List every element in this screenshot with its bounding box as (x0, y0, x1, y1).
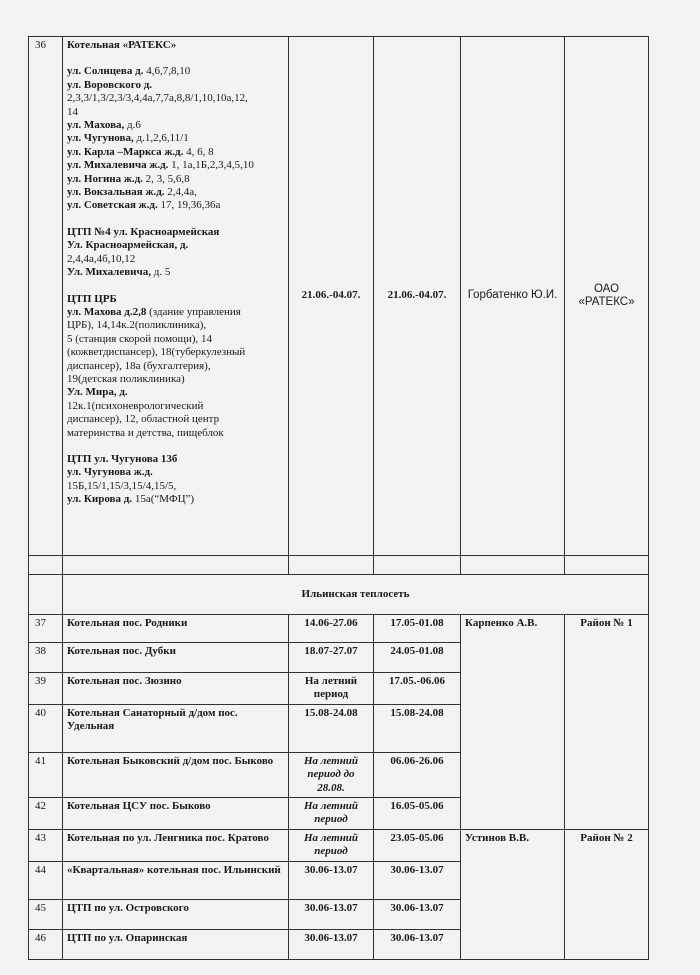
boiler-name: Котельная пос. Зюзино (63, 673, 289, 705)
table-row: 43 Котельная по ул. Ленгника пос. Кратово На летний период 23.05-05.06 Устинов В.В. Район № 2 (29, 829, 649, 861)
district: Район № 1 (565, 615, 649, 830)
period-hotwater: 21.06.-04.07. (374, 37, 461, 556)
address-line: материнства и детства, пищеблок (67, 426, 224, 439)
table-row (29, 556, 649, 575)
address-line: ул. Махова д.2,8 (здание управления (67, 305, 241, 318)
table-row: 37 Котельная пос. Родники 14.06-27.06 17.05-01.08 Карпенко А.В. Район № 1 (29, 615, 649, 643)
table-row: 45 ЦТП по ул. Островского 30.06-13.07 30.06-13.07 (29, 899, 649, 929)
table-row: 39 Котельная пос. Зюзино На летний период 17.05.-06.06 (29, 673, 649, 705)
boiler-name: ЦТП по ул. Опаринская (63, 929, 289, 959)
table-row: 46 ЦТП по ул. Опаринская 30.06-13.07 30.06-13.07 (29, 929, 649, 959)
address-line: ул. Чугунова, д.1,2,6,11/1 (67, 132, 189, 145)
section-row (29, 575, 649, 615)
schedule-table (28, 36, 649, 960)
address-line: 2,4,4а,4б,10,12 (67, 252, 136, 265)
address-line: 14 (67, 105, 78, 118)
boiler-name: Котельная Быковский д/дом пос. Быково (63, 752, 289, 797)
address-line: 2,3,3/1,3/2,3/3,4,4а,7,7а,8,8/1,10,10а,12, (67, 92, 248, 105)
responsible-person: Горбатенко Ю.И. (461, 37, 565, 556)
boiler-name: «Квартальная» котельная пос. Ильинский (63, 861, 289, 899)
address-line: 15Б,15/1,15/3,15/4,15/5, (67, 479, 177, 492)
table-row: 41 Котельная Быковский д/дом пос. Быково На летний период до 28.08. 06.06-26.06 (29, 752, 649, 797)
address-line: ЦТП ЦРБ (67, 292, 117, 305)
table-row: 44 «Квартальная» котельная пос. Ильинский 30.06-13.07 30.06-13.07 (29, 861, 649, 899)
address-line: 19(детская поликлиника) (67, 372, 185, 385)
ctp-13b-list (67, 453, 284, 507)
boiler-name: Котельная ЦСУ пос. Быково (63, 798, 289, 830)
address-line: ул. Советская ж.д. 17, 19,36,36а (67, 199, 221, 212)
boiler-ratex-cell (63, 37, 289, 556)
address-line: ЦРБ), 14,14к.2(поликлиника), (67, 319, 207, 332)
boiler-name: Котельная пос. Родники (63, 615, 289, 643)
ctp-crb-list (67, 293, 284, 440)
address-line: ул. Махова, д.6 (67, 119, 141, 132)
address-line: Ул. Михалевича, д. 5 (67, 266, 171, 279)
table-row (29, 37, 649, 556)
address-line: ул. Ногина ж.д. 2, 3, 5,6,8 (67, 172, 190, 185)
period-heating: 21.06.-04.07. (289, 37, 374, 556)
table-row: 40 Котельная Санаторный д/дом пос. Удельная 15.08-24.08 15.08-24.08 (29, 704, 649, 752)
row-number: 36 (29, 37, 63, 556)
responsible-person: Устинов В.В. (461, 829, 565, 959)
address-line: ул. Воровского д. (67, 78, 153, 91)
boiler-name: ЦТП по ул. Островского (63, 899, 289, 929)
address-line: диспансер), 18а (бухгалтерия), (67, 359, 211, 372)
address-line: 12к.1(психоневрологический (67, 399, 204, 412)
ctp4-list (67, 226, 284, 280)
address-line: ул. Чугунова ж.д. (67, 466, 153, 479)
address-line: ул. Вокзальная ж.д. 2,4,4а, (67, 186, 197, 199)
section-title: Ильинская теплосеть (63, 575, 649, 615)
address-line: 5 (станция скорой помощи), 14 (67, 332, 213, 345)
boiler-title: Котельная «РАТЕКС» (67, 39, 177, 51)
address-line: ЦТП ул. Чугунова 13б (67, 452, 178, 465)
address-line: ул. Солнцева д. 4,6,7,8,10 (67, 65, 191, 78)
table-row: 38 Котельная пос. Дубки 18.07-27.07 24.05-01.08 (29, 643, 649, 673)
table-row: 42 Котельная ЦСУ пос. Быково На летний период 16.05-05.06 (29, 798, 649, 830)
address-line: ул. Михалевича ж.д. 1, 1а,1Б,2,3,4,5,10 (67, 159, 254, 172)
district: Район № 2 (565, 829, 649, 959)
responsible-person: Карпенко А.В. (461, 615, 565, 830)
address-line: Ул. Мира, д. (67, 386, 128, 399)
address-line: ул. Кирова д. 15а(“МФЦ”) (67, 493, 195, 506)
address-line: Ул. Красноармейская, д. (67, 239, 189, 252)
address-line: диспансер), 12, областной центр (67, 413, 220, 426)
boiler-name: Котельная Санаторный д/дом пос. Удельная (63, 704, 289, 752)
boiler-name: Котельная пос. Дубки (63, 643, 289, 673)
boiler-name: Котельная по ул. Ленгника пос. Кратово (63, 829, 289, 861)
address-line: ЦТП №4 ул. Красноармейская (67, 225, 220, 238)
address-list (67, 65, 284, 212)
address-line: (кожветдиспансер), 18(туберкулезный (67, 346, 246, 359)
address-line: ул. Карла –Маркса ж.д. 4, 6, 8 (67, 145, 214, 158)
organization: ОАО «РАТЕКС» (565, 37, 649, 556)
